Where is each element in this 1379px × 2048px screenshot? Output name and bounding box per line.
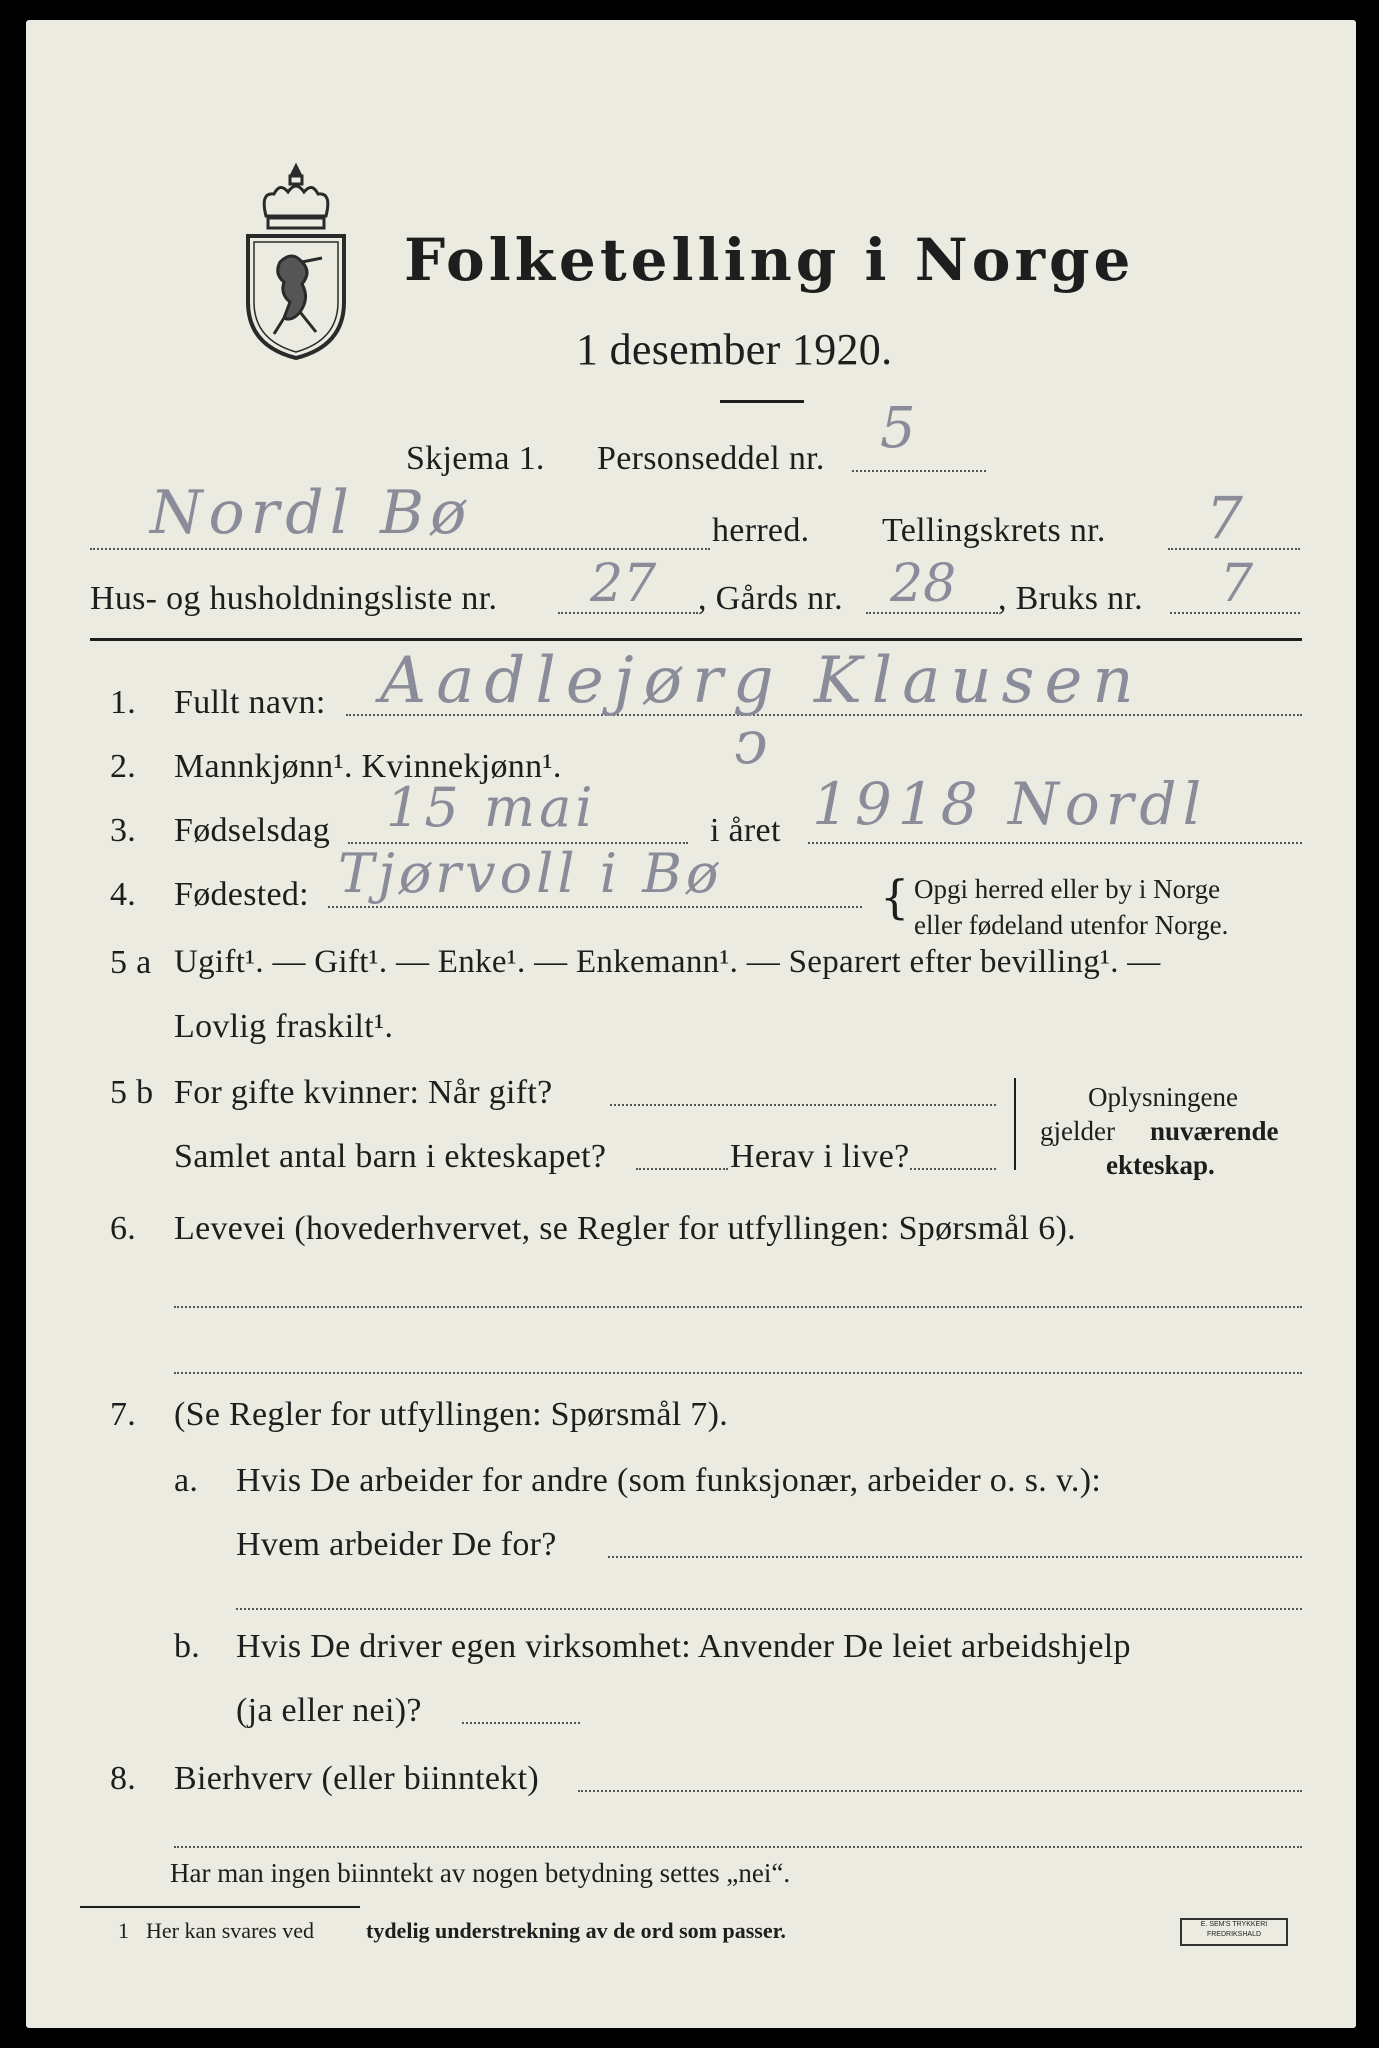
q3-year-line	[808, 842, 1302, 844]
q7-label: (Se Regler for utfyllingen: Spørsmål 7).	[174, 1396, 729, 1433]
herred-name: Nordl Bø	[150, 478, 473, 548]
gards-label: , Gårds nr.	[698, 580, 843, 617]
q5b-note-line1: Oplysningene	[1088, 1082, 1238, 1112]
personseddel-label: Personseddel nr.	[597, 440, 825, 477]
q2-number: 2.	[110, 748, 137, 785]
personseddel-number: 5	[880, 396, 916, 461]
q5b-line1: For gifte kvinner: Når gift?	[174, 1074, 553, 1111]
herred-line	[90, 548, 710, 550]
tellingskrets-label: Tellingskrets nr.	[882, 512, 1106, 549]
footnote-rule	[80, 1906, 360, 1908]
printer-stamp-line1: E. SEM'S TRYKKERI	[1200, 1921, 1268, 1928]
q5b-line2b: Herav i live?	[730, 1138, 910, 1175]
norwegian-coat-of-arms-emblem	[240, 162, 352, 362]
q8-line1	[578, 1790, 1302, 1792]
q5b-number: 5 b	[110, 1074, 154, 1111]
birthday-handwritten: 15 mai	[386, 776, 597, 839]
bruks-number: 7	[1220, 554, 1254, 614]
q6-number: 6.	[110, 1210, 137, 1247]
q5b-married-line	[610, 1104, 996, 1106]
q5b-note-line2a: gjelder	[1040, 1116, 1115, 1146]
printer-stamp	[1180, 1918, 1288, 1946]
bruks-label: , Bruks nr.	[998, 580, 1143, 617]
q7b-line2: (ja eller nei)?	[236, 1692, 422, 1729]
herred-label: herred.	[712, 512, 810, 549]
q4-note-line1: Opgi herred eller by i Norge	[914, 874, 1221, 904]
husholdningsliste-label: Hus- og husholdningsliste nr.	[90, 580, 498, 617]
header-rule	[90, 638, 1302, 641]
birth-year-handwritten: 1918 Nordl	[812, 770, 1208, 838]
printer-stamp-line2: FREDRIKSHALD	[1206, 1931, 1262, 1938]
husholdningsliste-number: 27	[590, 554, 657, 614]
q5a-line2: Lovlig fraskilt¹.	[174, 1008, 394, 1045]
q3-label: Fødselsdag	[174, 812, 330, 849]
title-divider	[720, 400, 804, 403]
form-title: Folketelling i Norge	[404, 226, 1135, 294]
q8-number: 8.	[110, 1760, 137, 1797]
q5b-alive-line	[910, 1168, 996, 1170]
gards-number: 28	[890, 554, 957, 614]
birthplace-handwritten: Tjørvoll i Bø	[338, 842, 723, 905]
q7a-number: a.	[174, 1462, 199, 1499]
skjema-label: Skjema 1.	[406, 440, 545, 477]
q5b-line2: Samlet antal barn i ekteskapet?	[174, 1138, 607, 1175]
tellingskrets-number: 7	[1206, 484, 1243, 552]
q8-label: Bierhverv (eller biinntekt)	[174, 1760, 539, 1797]
q6-label: Levevei (hovederhvervet, se Regler for utfyllingen: Spørsmål 6).	[174, 1210, 1076, 1247]
q4-label: Fødested:	[174, 876, 309, 913]
q7a-line2: Hvem arbeider De for?	[236, 1526, 557, 1563]
personseddel-line	[852, 470, 986, 472]
footnote-mark: 1	[118, 1918, 129, 1943]
q7a-extra-line	[236, 1608, 1302, 1610]
q1-number: 1.	[110, 684, 137, 721]
q7b-answer-line	[462, 1722, 580, 1724]
q6-line2	[174, 1372, 1302, 1374]
q4-number: 4.	[110, 876, 137, 913]
census-date: 1 desember 1920.	[576, 325, 893, 374]
full-name-handwritten: Aadlejørg Klausen	[380, 644, 1144, 718]
q5b-bracket	[1014, 1078, 1016, 1170]
q4-note-line2: eller fødeland utenfor Norge.	[914, 910, 1229, 940]
q1-label: Fullt navn:	[174, 684, 326, 721]
q7-number: 7.	[110, 1396, 137, 1433]
q7a-line1: Hvis De arbeider for andre (som funksjonær, arbeider o. s. v.):	[236, 1462, 1102, 1499]
q5a-line1: Ugift¹. — Gift¹. — Enke¹. — Enkemann¹. — Separert efter bevilling¹. —	[174, 944, 1161, 980]
q2-label: Mannkjønn¹. Kvinnekjønn¹.	[174, 748, 562, 785]
footnote-text-a: Her kan svares ved	[146, 1918, 314, 1943]
q7b-number: b.	[174, 1628, 201, 1665]
q6-line1	[174, 1306, 1302, 1308]
q4-note-brace: {	[880, 870, 910, 924]
q3-year-label: i året	[710, 812, 781, 849]
q5b-children-line	[636, 1168, 728, 1170]
q5a-number: 5 a	[110, 944, 152, 981]
q3-number: 3.	[110, 812, 137, 849]
q8-note: Har man ingen biinntekt av nogen betydning settes „nei“.	[170, 1858, 791, 1888]
q7a-employer-line	[608, 1556, 1302, 1558]
q4-line	[328, 906, 862, 908]
q8-line2	[174, 1846, 1302, 1848]
gender-underline-mark: ↄ	[734, 708, 768, 778]
q5b-note-line2b: nuværende	[1150, 1116, 1279, 1146]
footnote-text-b: tydelig understrekning av de ord som passer.	[366, 1918, 786, 1943]
q5b-note-line3: ekteskap.	[1106, 1150, 1215, 1180]
q7b-line1: Hvis De driver egen virksomhet: Anvender De leiet arbeidshjelp	[236, 1628, 1131, 1665]
